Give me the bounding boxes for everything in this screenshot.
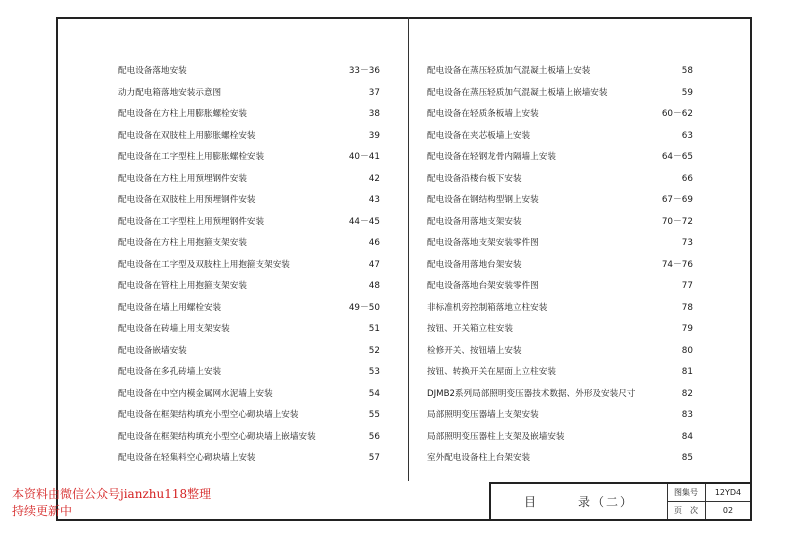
atlas-number-label: 图集号 [667, 484, 706, 502]
watermark-text [12, 486, 211, 520]
toc-entry [427, 448, 693, 470]
toc-entry-page: 80 [681, 345, 693, 356]
toc-entry [118, 169, 380, 191]
toc-entry [427, 61, 693, 83]
toc-entry-title: 配电设备在轻质条板墙上安装 [427, 109, 539, 119]
toc-entry-title: 室外配电设备柱上台架安装 [427, 453, 531, 463]
toc-entry [427, 298, 693, 320]
page-number-value: 02 [722, 506, 734, 515]
toc-entry-title: 配电设备沿楼台板下安装 [427, 173, 522, 184]
toc-entry-title: 配电设备在中空内模金属网水泥墙上安装 [118, 388, 273, 399]
toc-entry-title: 配电设备在钢结构型钢上安装 [427, 195, 539, 205]
toc-entry-page: 83 [681, 410, 693, 420]
toc-entry [427, 126, 693, 148]
toc-entry [427, 147, 693, 169]
toc-entry [118, 147, 380, 169]
toc-entry [118, 83, 380, 105]
toc-entry [118, 212, 380, 234]
toc-entry [427, 169, 693, 191]
toc-entry-title: 配电设备在工字型柱上用预埋钢件安装 [118, 216, 265, 227]
column-divider [408, 17, 409, 481]
toc-entry-title: 局部照明变压器墙上支架安装 [427, 410, 539, 420]
toc-entry-page: 64－65 [661, 152, 693, 162]
toc-entry [118, 341, 380, 363]
toc-left-column [118, 61, 380, 470]
toc-entry [118, 126, 380, 148]
title-part-b: 录（二） [578, 495, 635, 509]
toc-entry-page: 74－76 [661, 259, 693, 270]
toc-entry-page: 73 [681, 238, 693, 248]
toc-entry-page: 56 [368, 431, 380, 442]
toc-entry-title: 配电设备在轻钢龙骨内隔墙上安装 [427, 152, 556, 162]
toc-entry [427, 276, 693, 298]
toc-entry [118, 298, 380, 320]
toc-entry [427, 384, 693, 406]
toc-entry [427, 104, 693, 126]
toc-entry-page: 85 [681, 453, 693, 463]
toc-entry-page: 49－50 [348, 302, 380, 313]
toc-entry-page: 33－36 [348, 66, 380, 76]
toc-entry-page: 63 [681, 130, 693, 141]
toc-entry [118, 233, 380, 255]
toc-entry-page: 60－62 [661, 109, 693, 119]
toc-entry-title: 检修开关、按钮墙上安装 [427, 345, 522, 356]
toc-entry-title: 配电设备在多孔砖墙上安装 [118, 367, 222, 377]
toc-entry [118, 104, 380, 126]
toc-entry [427, 233, 693, 255]
toc-entry-page: 53 [368, 367, 380, 377]
toc-entry [118, 362, 380, 384]
toc-entry-page: 66 [681, 173, 693, 184]
toc-entry-title: 按钮、开关箱立柱安装 [427, 324, 513, 334]
toc-entry-title: 配电设备在蒸压轻质加气混凝土板墙上安装 [427, 66, 591, 76]
toc-entry-title: 非标准机旁控制箱落地立柱安装 [427, 302, 548, 313]
toc-entry-page: 40－41 [348, 152, 380, 162]
toc-entry-page: 54 [368, 388, 380, 399]
toc-entry-page: 67－69 [661, 195, 693, 205]
title-part-a: 目 [523, 495, 538, 509]
toc-entry [427, 427, 693, 449]
toc-entry-page: 81 [681, 367, 693, 377]
toc-entry [118, 276, 380, 298]
toc-entry [427, 341, 693, 363]
toc-entry-title: 配电设备在墙上用螺栓安装 [118, 302, 222, 313]
toc-entry [118, 427, 380, 449]
atlas-number-value: 12YD4 [706, 484, 750, 502]
watermark-line-1: 本资料由微信公众号jianzhu118整理 [12, 487, 212, 501]
toc-entry-page: 47 [368, 259, 380, 270]
toc-entry-title: 配电设备嵌墙安装 [118, 345, 187, 356]
toc-entry-page: 44－45 [348, 216, 380, 227]
toc-entry [118, 384, 380, 406]
toc-entry [427, 319, 693, 341]
toc-entry-title: 配电设备在夹芯板墙上安装 [427, 130, 531, 141]
toc-entry-title: 配电设备落地安装 [118, 66, 187, 76]
toc-entry-page: 59 [681, 87, 693, 98]
toc-entry-page: 39 [368, 130, 380, 141]
toc-entry-title: 配电设备落地支架安装零件图 [427, 238, 539, 248]
page-number-label: 页 次 [667, 502, 706, 519]
toc-entry-title: 配电设备在工字型柱上用膨胀螺栓安装 [118, 152, 265, 162]
toc-entry-page: 55 [368, 410, 380, 420]
toc-entry-page: 77 [681, 281, 693, 291]
toc-entry [118, 255, 380, 277]
toc-entry-title: 配电设备在双肢柱上用膨胀螺栓安装 [118, 130, 256, 141]
toc-entry [427, 405, 693, 427]
toc-entry-page: 82 [681, 388, 693, 399]
toc-entry-page: 79 [681, 324, 693, 334]
toc-entry [118, 61, 380, 83]
toc-entry-title: 配电设备在双肢柱上用预埋钢件安装 [118, 195, 256, 205]
toc-entry [427, 83, 693, 105]
toc-entry [427, 190, 693, 212]
toc-entry-page: 48 [368, 281, 380, 291]
toc-entry [427, 362, 693, 384]
toc-entry [118, 405, 380, 427]
toc-entry-title: 配电设备在工字型及双肢柱上用抱箍支架安装 [118, 259, 290, 270]
toc-entry-page: 58 [681, 66, 693, 76]
toc-entry-title: 配电设备用落地支架安装 [427, 216, 522, 227]
toc-entry-title: 配电设备在管柱上用抱箍支架安装 [118, 281, 247, 291]
toc-entry-page: 38 [368, 109, 380, 119]
toc-entry-page: 70－72 [661, 216, 693, 227]
toc-entry [118, 319, 380, 341]
toc-entry-title: 配电设备在方柱上用膨胀螺栓安装 [118, 109, 247, 119]
title-block-heading [491, 484, 668, 519]
toc-entry [427, 212, 693, 234]
toc-entry [118, 448, 380, 470]
toc-entry-title: 配电设备在轻集料空心砌块墙上安装 [118, 453, 256, 463]
toc-entry-page: 37 [368, 87, 380, 98]
toc-entry-page: 42 [368, 173, 380, 184]
toc-entry-title: 按钮、转换开关在屋面上立柱安装 [427, 367, 556, 377]
toc-entry-title: 局部照明变压器柱上支架及嵌墙安装 [427, 431, 565, 442]
title-block [489, 482, 752, 521]
toc-right-column [427, 61, 693, 470]
toc-entry-page: 43 [368, 195, 380, 205]
toc-entry-page: 52 [368, 345, 380, 356]
toc-entry [427, 255, 693, 277]
toc-entry-title: 配电设备在方柱上用抱箍支架安装 [118, 238, 247, 248]
toc-entry-title: 配电设备在框架结构填充小型空心砌块墙上嵌墙安装 [118, 431, 316, 442]
toc-entry-title: 配电设备在蒸压轻质加气混凝土板墙上嵌墙安装 [427, 87, 608, 98]
toc-entry [118, 190, 380, 212]
toc-entry-page: 78 [681, 302, 693, 313]
toc-entry-page: 84 [681, 431, 693, 442]
toc-entry-title: 配电设备在砖墙上用支架安装 [118, 324, 230, 334]
toc-entry-title: 配电设备在方柱上用预埋钢件安装 [118, 173, 247, 184]
toc-entry-title: 配电设备在框架结构填充小型空心砌块墙上安装 [118, 410, 299, 420]
watermark-line-2: 持续更新中 [12, 504, 73, 518]
toc-entry-page: 51 [368, 324, 380, 334]
toc-entry-page: 57 [368, 453, 380, 463]
toc-entry-title: 动力配电箱落地安装示意图 [118, 87, 222, 98]
toc-entry-page: 46 [368, 238, 380, 248]
toc-entry-title: 配电设备用落地台架安装 [427, 259, 522, 270]
toc-entry-title: 配电设备落地台架安装零件图 [427, 281, 539, 291]
toc-entry-title: DJMB2系列局部照明变压器技术数据、外形及安装尺寸 [427, 388, 636, 399]
